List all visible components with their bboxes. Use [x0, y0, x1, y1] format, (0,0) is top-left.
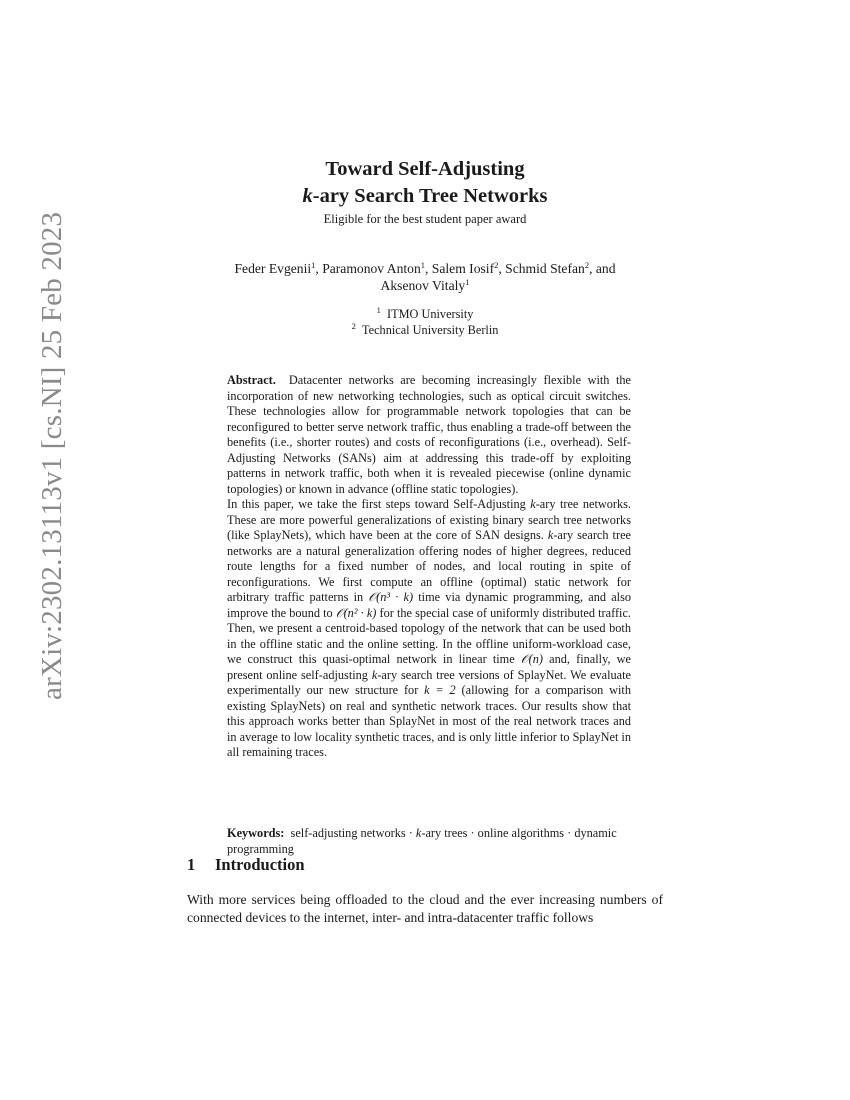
author-affil-mark: 1 [311, 260, 316, 270]
abstract-text: (allowing for a comparison with existing SplayNets) on real and synthetic network traces. Our results show that this approach works better than SplayNet in most of the real network traces and in average to low locality synthetic traces, and is only little inferior to SplayNet in all remaining traces. [227, 683, 631, 759]
abstract [227, 373, 631, 761]
abstract-text: for the special case of uniformly distributed traffic. Then, we present a centroid-based topology of the network that can be used both in the offline static and the online setting. In the offline uniform-workload case, we construct this quasi-optimal network in linear time [227, 605, 631, 666]
body-paragraph: With more services being offloaded to the cloud and the ever increasing numbers of connected devices to the internet, inter- and intra-datacenter traffic follows [187, 892, 663, 925]
author-name: Schmid Stefan [505, 261, 585, 276]
affiliation-number: 1 [376, 305, 381, 315]
abstract-paragraph-1 [227, 373, 631, 497]
math-complexity: 𝒪(n³ · k) [368, 590, 414, 604]
title-line-2-rest: -ary Search Tree Networks [312, 185, 548, 207]
abstract-text: Datacenter networks are becoming increasingly flexible with the incorporation of new networking technologies, such as optical circuit switches. These technologies allow for programmable network topologies that can be reconfigured to better serve network traffic, thus enabling a trade-off between the benefits (i.e., shorter routes) and costs of reconfigurations (i.e., overhead). Self-Adjusting Networks (SANs) aim at addressing this trade-off by exploiting patterns in network traffic, both when it is revealed piecewise (online dynamic topologies) or known in advance (offline static topologies). [227, 373, 631, 496]
keywords-label: Keywords: [227, 826, 285, 840]
author-name: Aksenov Vitaly [380, 278, 466, 293]
title-line-1: Toward Self-Adjusting [325, 158, 525, 180]
math-complexity: 𝒪(n² · k) [335, 605, 377, 620]
affiliation-item [0, 306, 850, 322]
author-affil-mark: 2 [584, 260, 590, 270]
author-conjunction: and [595, 261, 616, 276]
section-title: Introduction [215, 855, 305, 874]
abstract-paragraph-2 [227, 497, 631, 761]
author-name: Salem Iosif [431, 261, 495, 276]
math-complexity: 𝒪(n) [520, 652, 543, 666]
author-affil-mark: 2 [494, 260, 499, 270]
arxiv-identifier: arXiv:2302.13113v1 [cs.NI] 25 Feb 2023 [36, 211, 68, 700]
title-line-2 [0, 183, 850, 210]
math-k: k [415, 826, 422, 840]
math-k: k [371, 667, 378, 682]
author-name: Paramonov Anton [322, 261, 421, 276]
math-k: k [547, 528, 554, 542]
paper-title [0, 156, 850, 210]
author-affil-mark: 1 [465, 277, 470, 287]
abstract-text: time via dynamic programming, and also improve the bound to [227, 590, 631, 620]
keywords-text: -ary trees · online algorithms · dynamic programming [227, 826, 617, 856]
affiliation-name: ITMO University [386, 307, 474, 321]
abstract-text: -ary tree networks. These are more powerful generalizations of existing binary search tree networks (like SplayNets), which have been at the core of SAN designs. [227, 497, 631, 542]
keywords [227, 826, 631, 857]
abstract-label: Abstract. [227, 373, 276, 387]
section-number: 1 [187, 855, 196, 874]
section-heading [187, 855, 305, 875]
math-k-equals: k = 2 [424, 683, 456, 697]
arxiv-sidebar [36, 211, 76, 700]
title-k: k [302, 185, 313, 207]
abstract-text: and, finally, we present online self-adjusting [227, 652, 631, 682]
author-affil-mark: 1 [420, 260, 425, 270]
affiliation-name: Technical University Berlin [361, 323, 499, 337]
abstract-text: -ary search tree networks are a natural generalization offering nodes of higher degrees, reduced route lengths for a fixed number of nodes, and local routing in spite of reconfigurations. We first compute an offline (optimal) static network for arbitrary traffic patterns in [227, 528, 631, 604]
abstract-text: In this paper, we take the first steps toward Self-Adjusting [227, 497, 531, 511]
keywords-text: self-adjusting networks · [290, 826, 416, 840]
author-list: Feder Evgenii$^1$, Paramonov Anton$^1$, Salem Iosif$^2$, Schmid Stefan$^2$, and Aksenov Vitaly$^1$ [234, 260, 616, 293]
affiliation-number: 2 [351, 321, 356, 331]
abstract-text: -ary search tree versions of SplayNet. We evaluate experimentally our new structure for [227, 667, 632, 697]
award-note: Eligible for the best student paper award [323, 212, 527, 226]
affiliation-item [0, 322, 850, 338]
author-name: Feder Evgenii [234, 261, 312, 276]
affiliations [0, 306, 850, 338]
math-k: k [530, 497, 536, 511]
